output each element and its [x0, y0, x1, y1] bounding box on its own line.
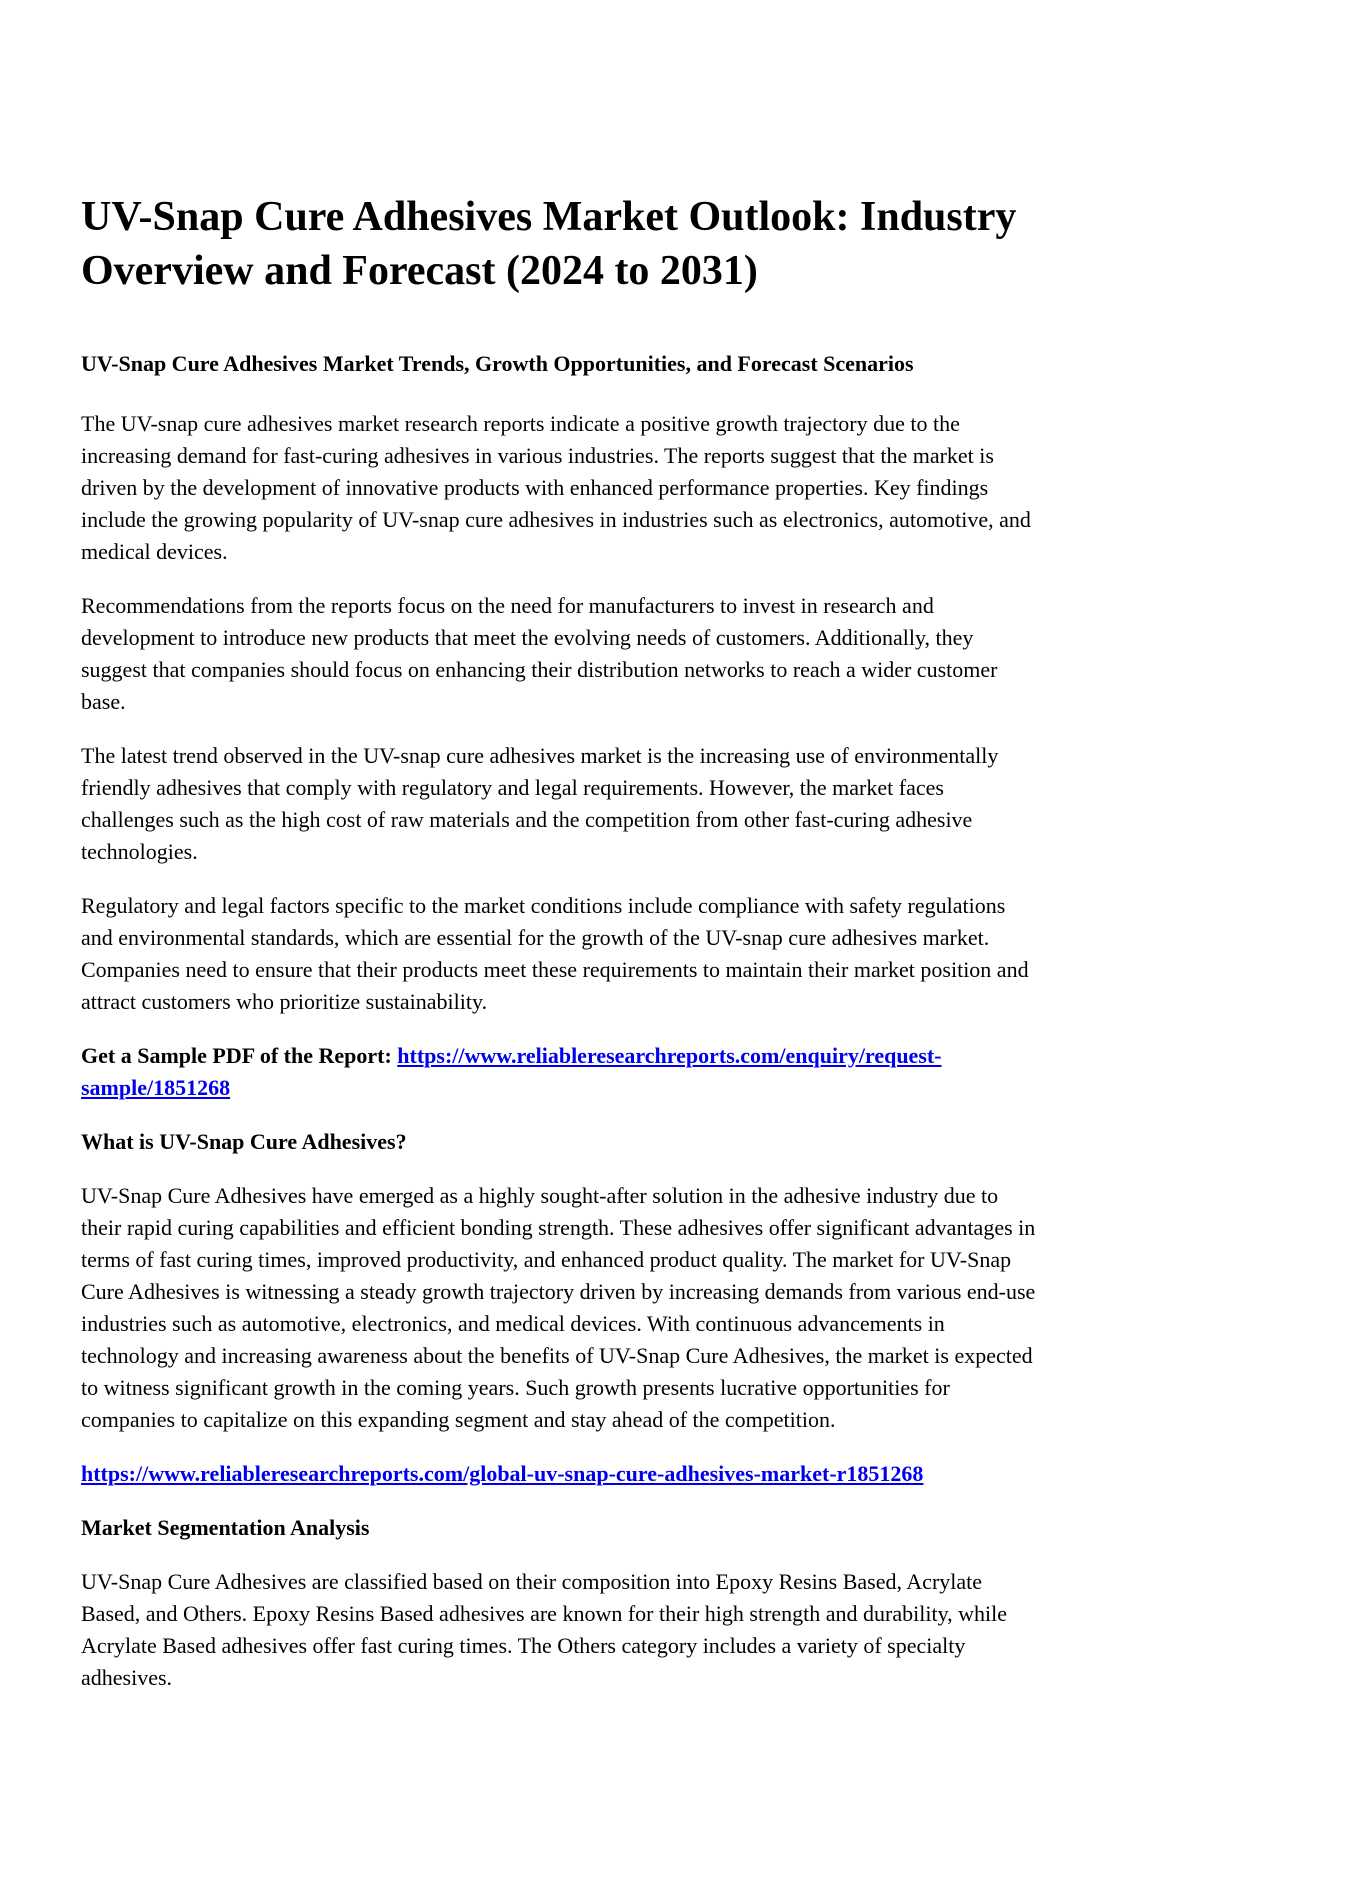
sample-pdf-cta: [81, 1040, 1036, 1104]
paragraph-recommendations: Recommendations from the reports focus on the need for manufacturers to invest in research and development to introduce new products that meet the evolving needs of customers. Additionally, they suggest that companies should focus on enhancing their distribution networks to reach a wider customer base.: [81, 593, 998, 714]
paragraph-trends-challenges: The latest trend observed in the UV-snap cure adhesives market is the increasing use of environmentally friendly adhesives that comply with regulatory and legal requirements. However, the market faces challenges such as the high cost of raw materials and the competition from other fast-curing adhesive technologies.: [81, 743, 999, 864]
sample-pdf-label: Get a Sample PDF of the Report:: [81, 1043, 392, 1068]
paragraph-market-overview: The UV-snap cure adhesives market research reports indicate a positive growth trajectory due to the increasing demand for fast-curing adhesives in various industries. The reports suggest that the market is driven by the development of innovative products with enhanced performance properties. Key findings include the growing popularity of UV-snap cure adhesives in industries such as electronics, automotive, and medical devices.: [81, 411, 1031, 564]
document-content: [81, 190, 1036, 1694]
market-report-link[interactable]: https://www.reliableresearchreports.com/global-uv-snap-cure-adhesives-market-r1851268: [81, 1461, 924, 1486]
paragraph-regulatory-factors: Regulatory and legal factors specific to the market conditions include compliance with safety regulations and environmental standards, which are essential for the growth of the UV-snap cure adhesives market. Companies need to ensure that their products meet these requirements to maintain their market position and attract customers who prioritize sustainability.: [81, 893, 1029, 1014]
page-title: UV-Snap Cure Adhesives Market Outlook: Industry Overview and Forecast (2024 to 2031): [81, 194, 1017, 294]
paragraph-what-is-body: UV-Snap Cure Adhesives have emerged as a highly sought-after solution in the adhesive industry due to their rapid curing capabilities and efficient bonding strength. These adhesives offer significant advantages in terms of fast curing times, improved productivity, and enhanced product quality. The market for UV-Snap Cure Adhesives is witnessing a steady growth trajectory driven by increasing demands from various end-use industries such as automotive, electronics, and medical devices. With continuous advancements in technology and increasing awareness about the benefits of UV-Snap Cure Adhesives, the market is expected to witness significant growth in the coming years. Such growth presents lucrative opportunities for companies to capitalize on this expanding segment and stay ahead of the competition.: [81, 1183, 1036, 1432]
document-subtitle: UV-Snap Cure Adhesives Market Trends, Growth Opportunities, and Forecast Scenarios: [81, 351, 914, 376]
market-report-link-line: [81, 1458, 1036, 1490]
what-is-heading: What is UV-Snap Cure Adhesives?: [81, 1129, 407, 1154]
segmentation-heading: Market Segmentation Analysis: [81, 1515, 370, 1540]
sample-request-link[interactable]: https://www.reliableresearchreports.com/enquiry/request-sample/1851268: [81, 1043, 942, 1100]
paragraph-segmentation-body: UV-Snap Cure Adhesives are classified based on their composition into Epoxy Resins Based, Acrylate Based, and Others. Epoxy Resins Based adhesives are known for their high strength and durability, while Acrylate Based adhesives offer fast curing times. The Others category includes a variety of specialty adhesives.: [81, 1569, 1008, 1690]
